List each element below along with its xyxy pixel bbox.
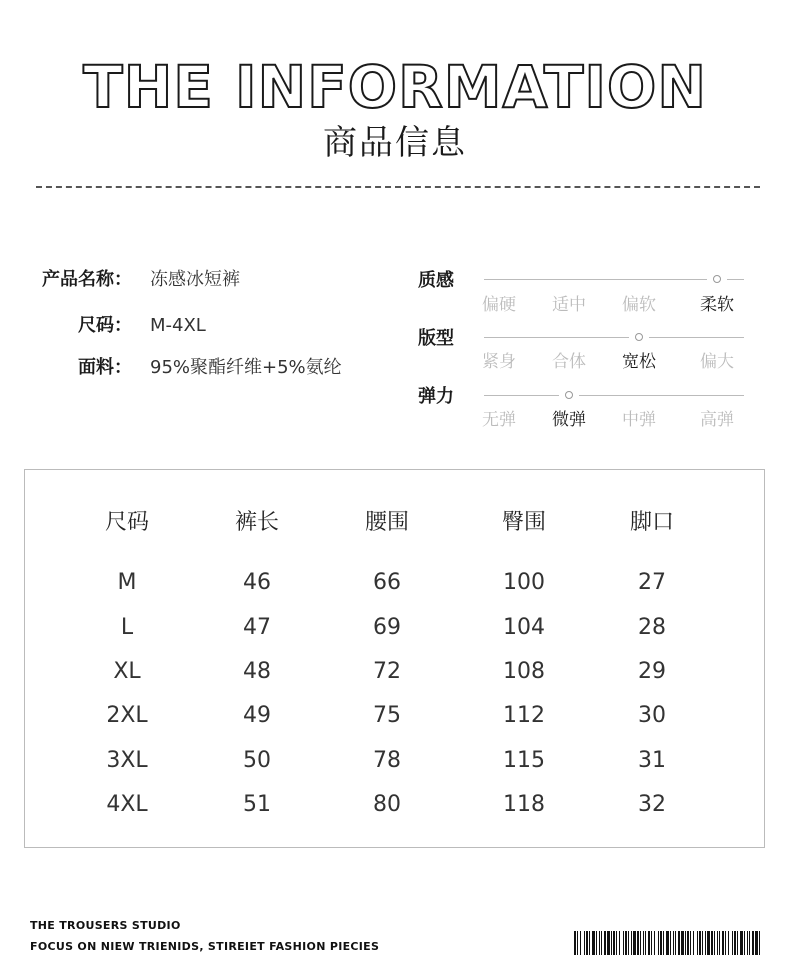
barcode-bar [589, 931, 590, 955]
table-header-cell: 尺码 [104, 510, 149, 535]
size-range-label: 尺码： [78, 315, 132, 336]
barcode-bar [711, 931, 713, 955]
barcode-bar [740, 931, 743, 955]
barcode-bar [752, 931, 754, 955]
barcode-bar [611, 931, 612, 955]
table-cell: 27 [638, 570, 666, 595]
attribute-scale-line [579, 395, 744, 396]
table-header-cell: 臀围 [501, 510, 546, 535]
barcode-bar [681, 931, 684, 955]
barcode-bar [673, 931, 674, 955]
barcode-bar [640, 931, 641, 955]
table-cell: 80 [373, 792, 401, 817]
barcode-bar [737, 931, 738, 955]
table-cell: 3XL [106, 748, 148, 773]
barcode-bar [666, 931, 669, 955]
barcode-bar [759, 931, 760, 955]
attribute-label: 质感 [418, 270, 454, 291]
attribute-option: 偏大 [700, 352, 734, 372]
attribute-level-marker [635, 333, 643, 341]
barcode-bar [586, 931, 588, 955]
attribute-option: 宽松 [622, 352, 656, 372]
attribute-option: 微弹 [552, 410, 586, 430]
attribute-option: 中弹 [622, 410, 656, 430]
table-cell: 48 [243, 659, 271, 684]
table-cell: 50 [243, 748, 271, 773]
barcode-bar [599, 931, 600, 955]
table-cell: L [120, 615, 134, 640]
footer-tagline: FOCUS ON NIEW TRIENIDS, STIREIET FASHION PIECIES [30, 940, 380, 953]
barcode-bar [728, 931, 729, 955]
barcode-bar [670, 931, 671, 955]
table-cell: 108 [503, 659, 545, 684]
barcode-bar [749, 931, 750, 955]
barcode-bar [648, 931, 650, 955]
attribute-option: 偏硬 [482, 295, 516, 315]
barcode-bar [687, 931, 689, 955]
table-cell: 28 [638, 615, 666, 640]
barcode-bar [747, 931, 748, 955]
barcode-bar [732, 931, 733, 955]
attribute-scale-line [484, 337, 629, 338]
table-header-cell: 腰围 [364, 510, 409, 535]
product-name-value: 冻感冰短裤 [150, 269, 240, 290]
table-cell: 75 [373, 703, 401, 728]
attribute-option: 高弹 [700, 410, 734, 430]
attribute-option: 适中 [552, 295, 586, 315]
barcode-bar [744, 931, 745, 955]
fabric-label: 面料： [78, 357, 132, 378]
barcode-bar [675, 931, 676, 955]
attribute-level-marker [565, 391, 573, 399]
table-cell: 118 [503, 792, 545, 817]
barcode-bar [577, 931, 578, 955]
table-header-cell: 裤长 [234, 510, 279, 535]
table-cell: 46 [243, 570, 271, 595]
barcode-bar [719, 931, 720, 955]
page-title-chinese: 商品信息 [323, 123, 467, 163]
barcode-icon [574, 931, 760, 955]
barcode-bar [580, 931, 581, 955]
size-range-value: M-4XL [150, 315, 206, 336]
barcode-bar [604, 931, 606, 955]
table-cell: 32 [638, 792, 666, 817]
table-cell: 29 [638, 659, 666, 684]
attribute-option: 柔软 [700, 295, 734, 315]
barcode-bar [705, 931, 706, 955]
table-header-cell: 脚口 [629, 510, 674, 535]
table-cell: 47 [243, 615, 271, 640]
barcode-bar [596, 931, 597, 955]
table-cell: XL [113, 659, 141, 684]
table-cell: 112 [503, 703, 545, 728]
barcode-bar [628, 931, 629, 955]
table-cell: 78 [373, 748, 401, 773]
barcode-bar [654, 931, 655, 955]
barcode-bar [725, 931, 726, 955]
attribute-option: 无弹 [482, 410, 516, 430]
table-cell: 51 [243, 792, 271, 817]
barcode-bar [717, 931, 718, 955]
attribute-scale-line [727, 279, 744, 280]
barcode-bar [697, 931, 698, 955]
barcode-bar [592, 931, 595, 955]
barcode-bar [607, 931, 610, 955]
size-range-row [0, 312, 400, 340]
barcode-bar [623, 931, 624, 955]
dashed-divider [36, 186, 760, 188]
table-cell: 30 [638, 703, 666, 728]
barcode-bar [643, 931, 644, 955]
barcode-bar [734, 931, 736, 955]
attribute-scale-line [649, 337, 744, 338]
attribute-scale-line [484, 395, 559, 396]
barcode-bar [645, 931, 646, 955]
barcode-bar [699, 931, 701, 955]
product-name-label: 产品名称： [42, 269, 132, 290]
barcode-bar [574, 931, 576, 955]
fabric-value: 95%聚酯纤维+5%氨纶 [150, 357, 342, 378]
table-cell: 100 [503, 570, 545, 595]
attribute-scale-line [484, 279, 707, 280]
table-cell: 115 [503, 748, 545, 773]
barcode-bar [722, 931, 724, 955]
barcode-bar [714, 931, 715, 955]
attribute-label: 弹力 [418, 386, 454, 407]
barcode-bar [613, 931, 615, 955]
barcode-bar [702, 931, 703, 955]
barcode-bar [685, 931, 686, 955]
table-cell: 49 [243, 703, 271, 728]
barcode-bar [584, 931, 585, 955]
table-cell: 69 [373, 615, 401, 640]
footer-studio-name: THE TROUSERS STUDIO [30, 919, 181, 932]
barcode-bar [660, 931, 662, 955]
product-name-row [0, 266, 400, 294]
barcode-bar [619, 931, 620, 955]
table-cell: 4XL [106, 792, 148, 817]
barcode-bar [707, 931, 710, 955]
size-table [24, 469, 765, 848]
barcode-bar [633, 931, 636, 955]
barcode-bar [755, 931, 758, 955]
table-cell: 104 [503, 615, 545, 640]
fabric-row [0, 354, 400, 382]
attribute-option: 偏软 [622, 295, 656, 315]
barcode-bar [637, 931, 639, 955]
table-cell: 72 [373, 659, 401, 684]
table-cell: 31 [638, 748, 666, 773]
barcode-bar [651, 931, 652, 955]
table-cell: 66 [373, 570, 401, 595]
attribute-level-marker [713, 275, 721, 283]
barcode-bar [631, 931, 632, 955]
attribute-label: 版型 [418, 328, 454, 349]
barcode-bar [616, 931, 617, 955]
table-cell: 2XL [106, 703, 148, 728]
attribute-option: 紧身 [482, 352, 516, 372]
barcode-bar [693, 931, 694, 955]
table-cell: M [117, 570, 137, 595]
barcode-bar [601, 931, 602, 955]
barcode-bar [678, 931, 680, 955]
barcode-bar [658, 931, 659, 955]
barcode-bar [663, 931, 664, 955]
page-title-english: THE INFORMATION [83, 53, 707, 121]
attribute-option: 合体 [552, 352, 586, 372]
barcode-bar [625, 931, 627, 955]
barcode-bar [690, 931, 691, 955]
